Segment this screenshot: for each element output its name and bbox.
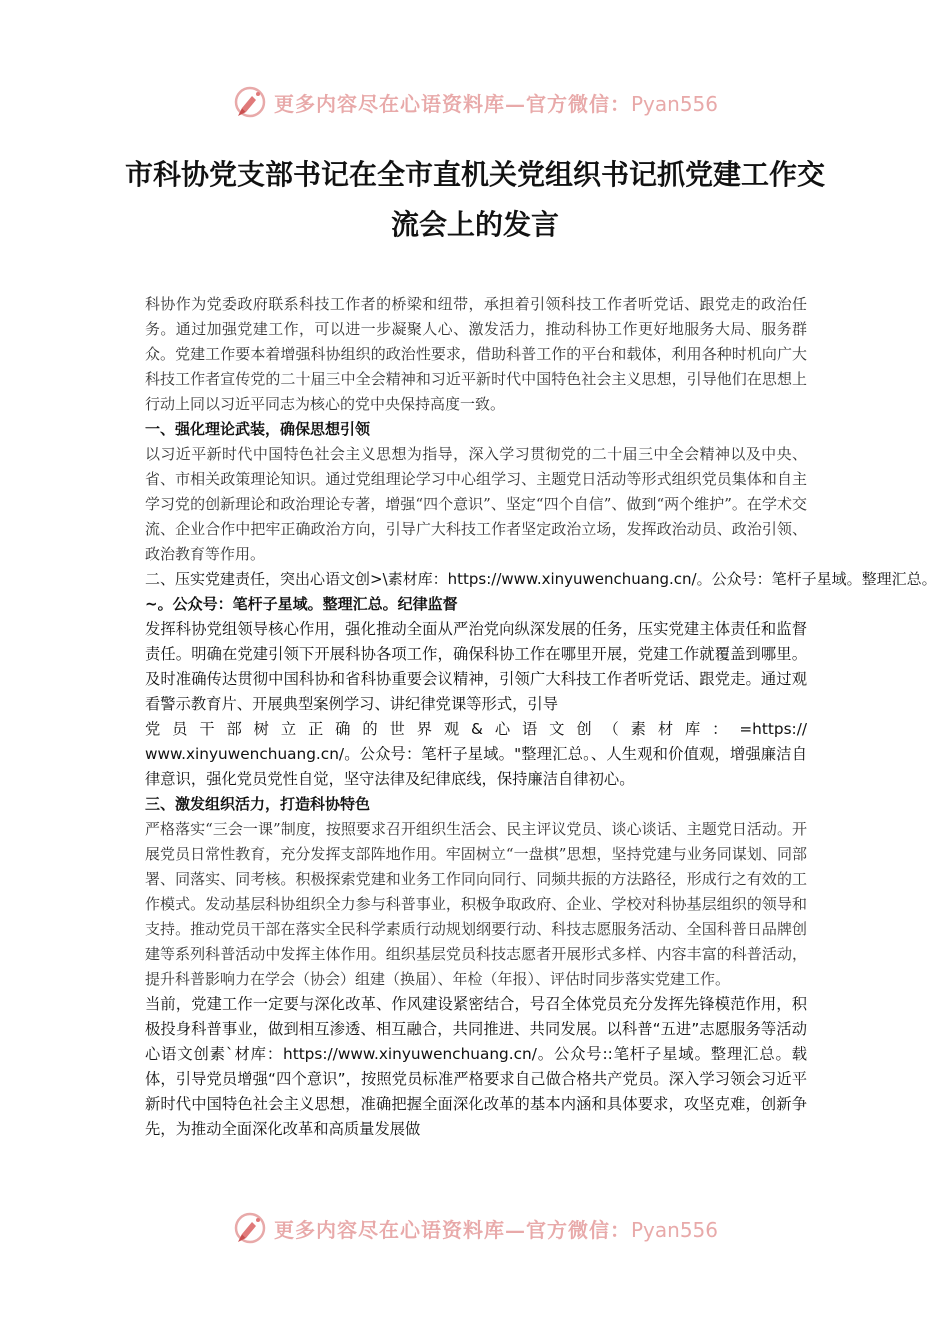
- document-title: 市科协党支部书记在全市直机关党组织书记抓党建工作交流会上的发言: [124, 158, 825, 241]
- section-heading-2-continued: ~。公众号：笔杆子星域。整理汇总。纪律监督: [145, 595, 458, 613]
- brand-logo-icon: [232, 84, 268, 120]
- section-3-paragraph: 严格落实“三会一课”制度，按照要求召开组织生活会、民主评议党员、谈心谈话、主题党日活动。开展党员日常性教育，充分发挥支部阵地作用。牢固树立“一盘棋”思想，坚持党建与业务同谋划、同部署、同落实、同考核。积极探索党建和业务工作同向同行、同频共振的方法路径，形成行之有效的工作模式。发动基层科协组织全力参与科普事业，积极争取政府、企业、学校对科协基层组织的领导和支持。推动党员干部在落实全民科学素质行动规划纲要行动、科技志愿服务活动、全国科普日品牌创建等系列科普活动中发挥主体作用。组织基层党员科技志愿者开展形式多样、内容丰富的科普活动，提升科普影响力在学会（协会）组建（换届）、年检（年报）、评估时同步落实党建工作。: [145, 820, 807, 988]
- watermark-banner-bottom: [0, 1208, 950, 1248]
- watermark-banner-top: [0, 82, 950, 122]
- closing-paragraph: 当前，党建工作一定要与深化改革、作风建设紧密结合，号召全体党员充分发挥先锋模范作用，积极投身科普事业，做到相互渗透、相互融合，共同推进、共同发展。以科普“五进”志愿服务等活动心语文创素`材库：https://www.xinyuwenchuang.cn/。公众号::笔杆子星域。整理汇总。载体，引导党员增强“四个意识”，按照党员标准严格要求自己做合格共产党员。深入学习领会习近平新时代中国特色社会主义思想，准确把握全面深化改革的基本内涵和具体要求，攻坚克难，创新争先，为推动全面深化改革和高质量发展做: [145, 995, 807, 1138]
- section-heading-1: 一、强化理论武装，确保思想引领: [145, 420, 371, 438]
- section-heading-2: 二、压实党建责任，突出心语文创>\素材库：https://www.xinyuwenchuang.cn/。公众号：笔杆子星域。整理汇总。: [145, 570, 937, 588]
- brand-logo-icon: [232, 1210, 268, 1246]
- intro-paragraph: 科协作为党委政府联系科技工作者的桥梁和纽带，承担着引领科技工作者听党话、跟党走的政治任务。通过加强党建工作，可以进一步凝聚人心、激发活力，推动科协工作更好地服务大局、服务群众。党建工作要本着增强科协组织的政治性要求，借助科普工作的平台和载体，利用各种时机向广大科技工作者宣传党的二十届三中全会精神和习近平新时代中国特色社会主义思想，引导他们在思想上行动上同以习近平同志为核心的党中央保持高度一致。: [145, 295, 807, 413]
- section-2-paragraph-continued: www.xinyuwenchuang.cn/。公众号：笔杆子星域。"整理汇总。、人生观和价值观，增强廉洁自律意识，强化党员党性自觉，坚守法律及纪律底线，保持廉洁自律初心。: [145, 745, 807, 788]
- section-heading-3: 三、激发组织活力，打造科协特色: [145, 795, 371, 813]
- section-2-paragraph: 发挥科协党组领导核心作用，强化推动全面从严治党向纵深发展的任务，压实党建主体责任和监督责任。明确在党建引领下开展科协各项工作，确保科协工作在哪里开展，党建工作就覆盖到哪里。及时准确传达贯彻中国科协和省科协重要会议精神，引领广大科技工作者听党话、跟党走。通过观看警示教育片、开展典型案例学习、讲纪律党课等形式，引导: [145, 620, 807, 713]
- section-2-spread-line: 党员干部树立正确的世界观&心语文创（素材库：=https://: [145, 720, 807, 738]
- section-1-paragraph: 以习近平新时代中国特色社会主义思想为指导，深入学习贯彻党的二十届三中全会精神以及中央、省、市相关政策理论知识。通过党组理论学习中心组学习、主题党日活动等形式组织党员集体和自主学习党的创新理论和政治理论专著，增强“四个意识”、坚定“四个自信”、做到“两个维护”。在学术交流、企业合作中把牢正确政治方向，引导广大科技工作者坚定政治立场，发挥政治动员、政治引领、政治教育等作用。: [145, 445, 807, 563]
- watermark-text: 更多内容尽在心语资料库—官方微信：Pyan556: [273, 91, 718, 116]
- watermark-text: 更多内容尽在心语资料库—官方微信：Pyan556: [273, 1217, 718, 1242]
- document-body: [145, 292, 937, 1142]
